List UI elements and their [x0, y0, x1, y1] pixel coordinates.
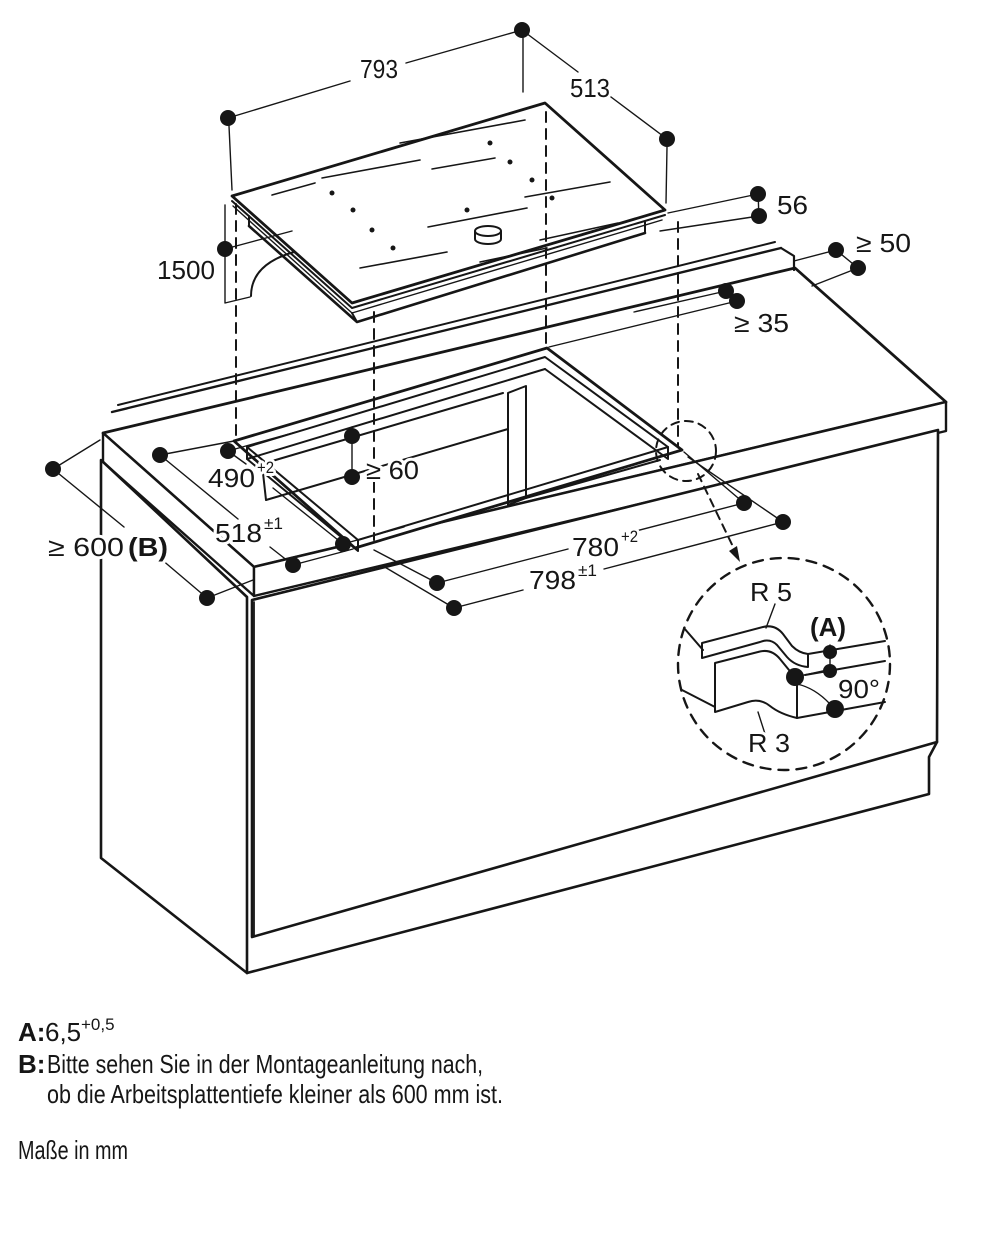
dim-798-label: 798	[529, 565, 576, 595]
dim-1500-label: 1500	[157, 255, 215, 285]
dim-clearance-50	[794, 228, 911, 286]
dim-50-label: ≥ 50	[856, 228, 911, 258]
control-knob	[475, 226, 501, 244]
note-b-line1: Bitte sehen Sie in der Montageanleitung nach,	[47, 1049, 483, 1079]
detail-r3-label: R 3	[748, 728, 790, 758]
dim-518-tolerance: ±1	[264, 514, 283, 533]
cooktop	[232, 103, 665, 322]
corner-detail	[678, 558, 890, 770]
dim-780-tolerance: +2	[621, 527, 638, 546]
detail-angle-label: 90°	[838, 674, 880, 704]
units-note: Maße in mm	[18, 1135, 128, 1165]
note-a-value: 6,5	[45, 1017, 82, 1047]
detail-a-label: (A)	[810, 612, 846, 642]
dim-60-label: ≥ 60	[366, 455, 419, 485]
note-b-line2: ob die Arbeitsplattentiefe kleiner als 600 mm ist.	[47, 1079, 503, 1109]
dim-56-label: 56	[777, 190, 808, 220]
dim-518-label: 518	[215, 518, 262, 548]
dim-600-ref: (B)	[128, 532, 168, 562]
note-a-label: A:	[18, 1017, 46, 1047]
dim-490-label: 490	[208, 463, 255, 493]
dim-600-label: ≥ 600	[48, 532, 124, 562]
dim-35-label: ≥ 35	[734, 308, 789, 338]
dim-798-tolerance: ±1	[578, 561, 597, 580]
dim-513-label: 513	[570, 73, 610, 103]
note-b-label: B:	[18, 1049, 46, 1079]
dim-780-label: 780	[572, 532, 619, 562]
detail-r5-label: R 5	[750, 577, 792, 607]
dim-490-tolerance: +2	[257, 458, 274, 477]
dim-793-label: 793	[360, 54, 398, 84]
notes	[18, 1015, 503, 1165]
dim-56	[660, 186, 808, 231]
note-a-tolerance: +0,5	[81, 1015, 115, 1034]
